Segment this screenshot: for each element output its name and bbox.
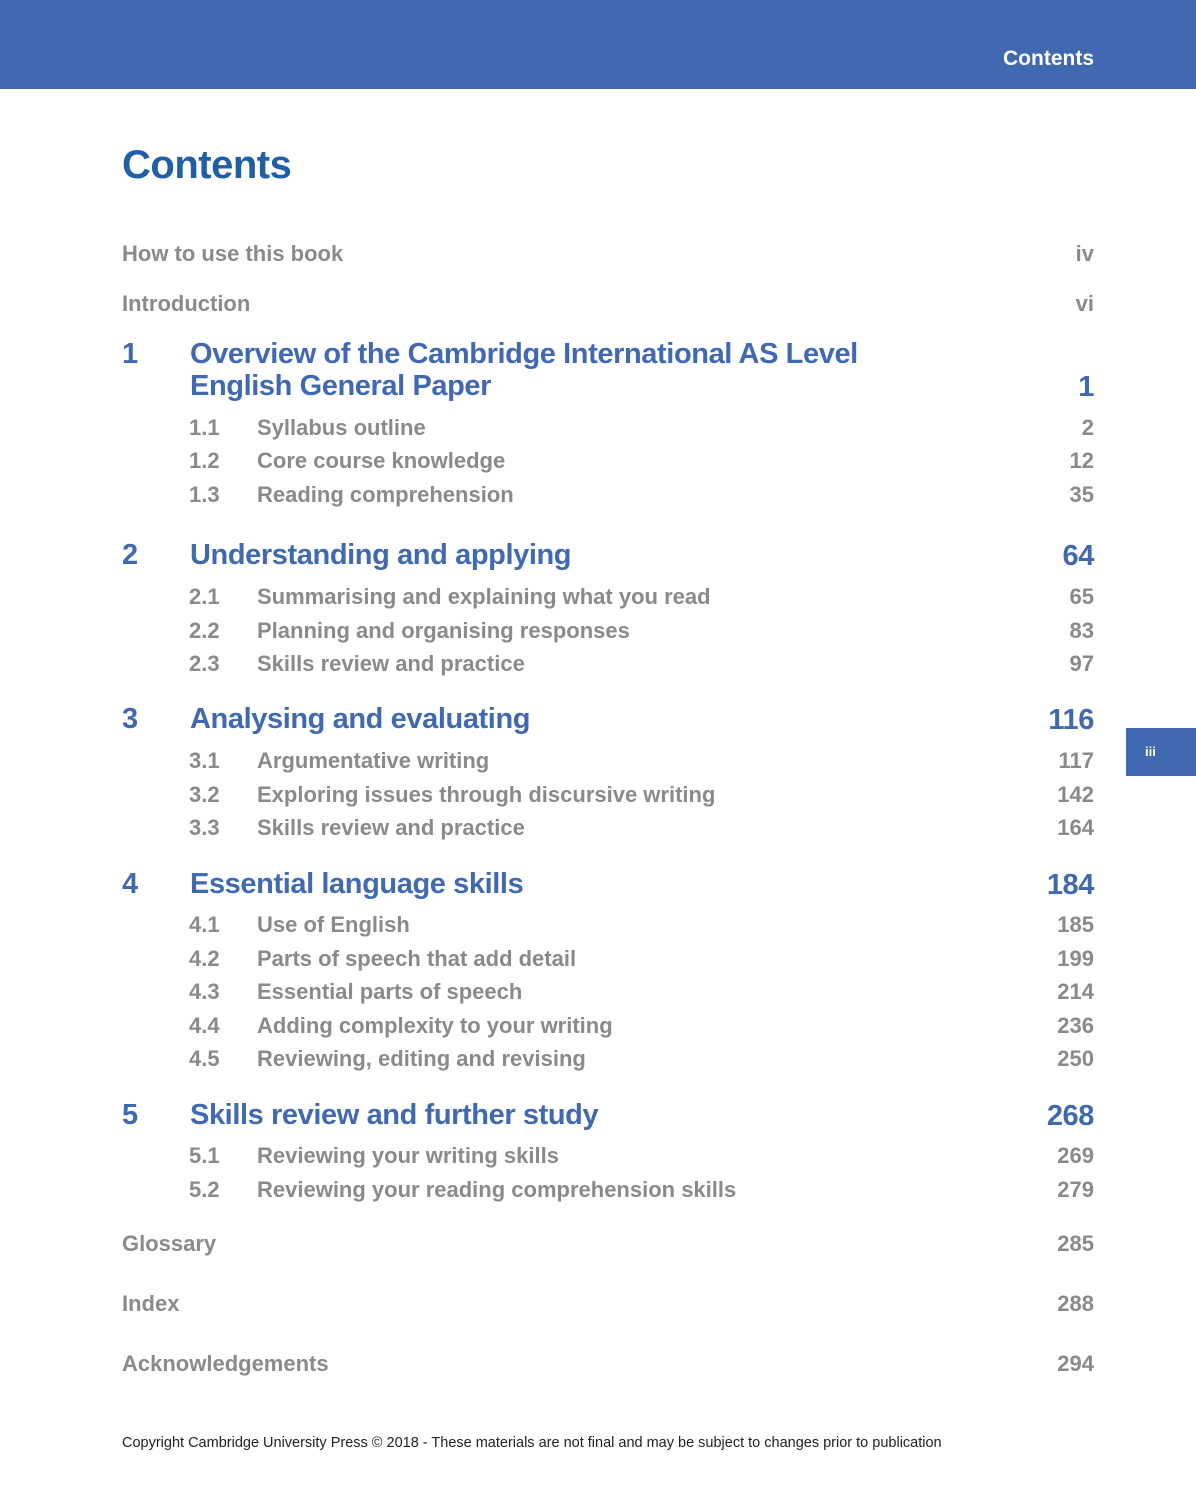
section-title: Use of English bbox=[257, 912, 410, 937]
section-number: 3.2 bbox=[189, 782, 220, 807]
section-page: 214 bbox=[1057, 979, 1094, 1004]
section-number: 4.4 bbox=[189, 1013, 220, 1038]
section-page: 35 bbox=[1069, 482, 1094, 507]
section-page: 236 bbox=[1057, 1013, 1094, 1038]
section-title: Skills review and practice bbox=[257, 815, 525, 840]
section-page: 185 bbox=[1057, 912, 1094, 937]
section-title: Parts of speech that add detail bbox=[257, 946, 577, 971]
chapter-page: 64 bbox=[1062, 540, 1094, 572]
toc-entry-title: How to use this book bbox=[122, 241, 344, 266]
section-title: Reviewing your writing skills bbox=[257, 1143, 559, 1168]
chapter-page: 116 bbox=[1048, 704, 1094, 736]
section-number: 2.2 bbox=[189, 618, 220, 643]
section-title: Reading comprehension bbox=[257, 482, 514, 507]
chapter-page: 268 bbox=[1046, 1100, 1094, 1132]
section-number: 1.2 bbox=[189, 448, 220, 473]
section-title: Summarising and explaining what you read bbox=[257, 584, 711, 609]
section-title: Reviewing, editing and revising bbox=[257, 1046, 586, 1071]
section-title: Adding complexity to your writing bbox=[257, 1013, 613, 1038]
toc-chapter-4[interactable] bbox=[122, 868, 1094, 902]
toc-entry-page: vi bbox=[1075, 291, 1094, 316]
section-number: 4.5 bbox=[189, 1046, 220, 1071]
section-page: 65 bbox=[1069, 584, 1094, 609]
toc-chapter-2[interactable] bbox=[122, 539, 1094, 573]
chapter-title: Essential language skills bbox=[190, 868, 524, 900]
section-number: 2.3 bbox=[189, 651, 220, 676]
page-number: iii bbox=[1145, 744, 1156, 759]
section-title: Planning and organising responses bbox=[257, 618, 630, 643]
section-page: 117 bbox=[1058, 748, 1094, 773]
section-title: Core course knowledge bbox=[257, 448, 506, 473]
section-page: 12 bbox=[1069, 448, 1094, 473]
section-page: 250 bbox=[1057, 1046, 1094, 1071]
copyright-footer: Copyright Cambridge University Press © 2018 - These materials are not final and may be subject to changes prior to publication bbox=[122, 1435, 942, 1451]
chapter-page: 184 bbox=[1046, 869, 1094, 901]
chapter-number: 1 bbox=[122, 338, 138, 370]
section-number: 3.3 bbox=[189, 815, 220, 840]
chapter-title: Skills review and further study bbox=[190, 1099, 599, 1131]
toc-entry-page: 285 bbox=[1057, 1231, 1094, 1256]
section-page: 83 bbox=[1069, 618, 1094, 643]
section-page: 2 bbox=[1081, 415, 1094, 440]
section-title: Skills review and practice bbox=[257, 651, 525, 676]
toc-entry-title: Acknowledgements bbox=[122, 1351, 329, 1376]
section-page: 199 bbox=[1057, 946, 1094, 971]
section-number: 5.1 bbox=[189, 1143, 220, 1168]
chapter-title: Overview of the Cambridge International AS Level English General Paper bbox=[190, 338, 858, 402]
section-number: 4.3 bbox=[189, 979, 220, 1004]
section-title: Exploring issues through discursive writing bbox=[257, 782, 716, 807]
section-number: 4.1 bbox=[189, 912, 220, 937]
toc-entry-title: Introduction bbox=[122, 291, 251, 316]
section-title: Reviewing your reading comprehension skills bbox=[257, 1177, 737, 1202]
chapter-page: 1 bbox=[1078, 371, 1094, 403]
section-number: 1.1 bbox=[189, 415, 220, 440]
chapter-title: Analysing and evaluating bbox=[190, 703, 531, 735]
section-number: 3.1 bbox=[189, 748, 220, 773]
section-page: 142 bbox=[1057, 782, 1094, 807]
chapter-number: 4 bbox=[122, 868, 138, 900]
toc-entry-page: 294 bbox=[1057, 1351, 1094, 1376]
section-number: 4.2 bbox=[189, 946, 220, 971]
section-number: 2.1 bbox=[189, 584, 220, 609]
section-number: 1.3 bbox=[189, 482, 220, 507]
section-title: Argumentative writing bbox=[257, 748, 490, 773]
header-bar bbox=[0, 0, 1196, 89]
page-title: Contents bbox=[122, 143, 292, 187]
section-page: 97 bbox=[1069, 651, 1094, 676]
chapter-title: Understanding and applying bbox=[190, 539, 572, 571]
toc-entry-title: Glossary bbox=[122, 1231, 217, 1256]
section-title: Essential parts of speech bbox=[257, 979, 523, 1004]
section-page: 279 bbox=[1057, 1177, 1094, 1202]
toc-entry-page: iv bbox=[1075, 241, 1094, 266]
toc-chapter-5[interactable] bbox=[122, 1099, 1094, 1133]
toc-chapter-1[interactable] bbox=[122, 338, 1094, 404]
toc-chapter-3[interactable] bbox=[122, 703, 1094, 737]
page-number-tab bbox=[1126, 728, 1196, 776]
section-page: 164 bbox=[1057, 815, 1094, 840]
section-title: Syllabus outline bbox=[257, 415, 426, 440]
chapter-number: 5 bbox=[122, 1099, 138, 1131]
chapter-number: 2 bbox=[122, 539, 138, 571]
section-page: 269 bbox=[1057, 1143, 1094, 1168]
toc-entry-title: Index bbox=[122, 1291, 180, 1316]
header-label: Contents bbox=[1003, 47, 1094, 70]
chapter-number: 3 bbox=[122, 703, 138, 735]
toc-entry-page: 288 bbox=[1057, 1291, 1094, 1316]
section-number: 5.2 bbox=[189, 1177, 220, 1202]
